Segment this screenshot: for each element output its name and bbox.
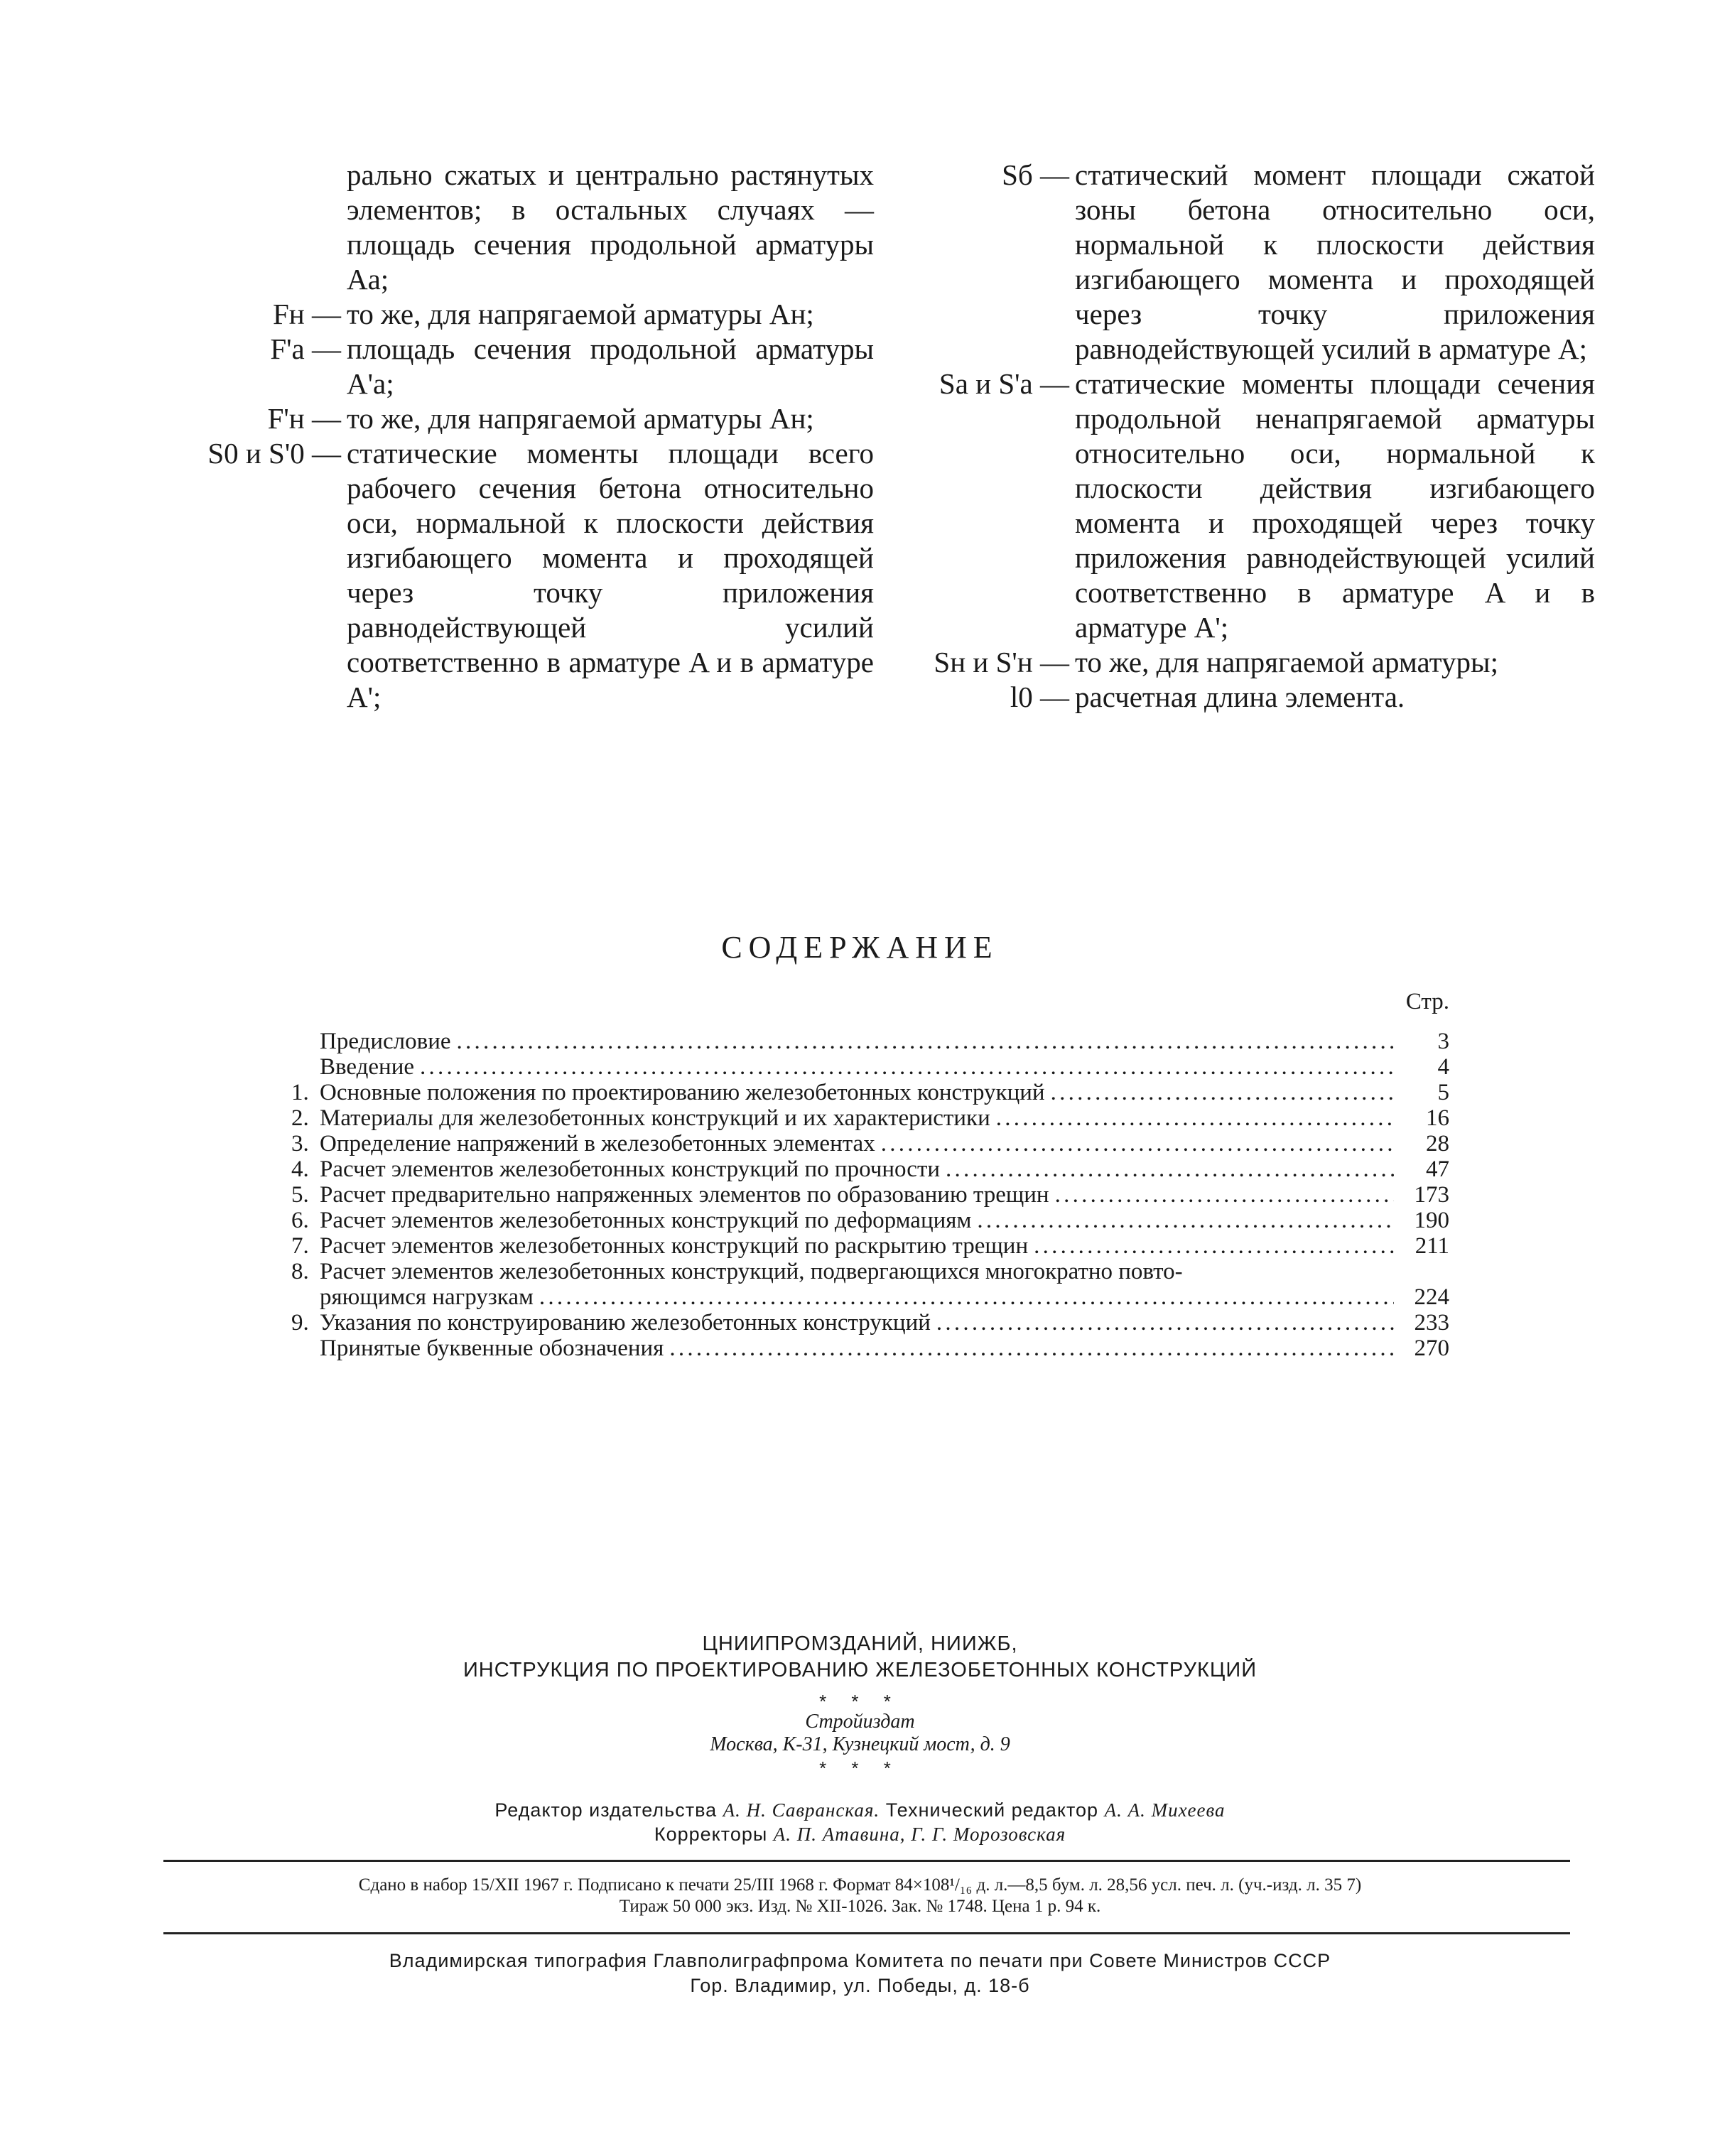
toc-leader-dots [420,1054,1394,1080]
toc-item-page: 47 [1426,1156,1449,1182]
divider [163,1932,1570,1934]
toc-leader-dots [1055,1182,1394,1208]
notation-text: статический момент площади сжатой зоны бетона относительно оси, нормальной к плоскости действия изгибающего момента и проходящей через точку приложения равнодействующей усилий в арматуре A; [1075,158,1595,365]
toc-item-page: 173 [1414,1182,1449,1208]
toc-item[interactable] [291,1029,1449,1054]
toc-item-number: 6. [291,1208,309,1233]
toc-item[interactable] [291,1336,1449,1361]
toc-leader-dots [996,1105,1394,1131]
colophon-publisher: Стройиздат [805,1711,915,1733]
notation-entry [171,332,874,401]
toc-item-page: 211 [1415,1233,1449,1259]
toc-item-number: 1. [291,1080,309,1105]
notation-text: то же, для напрягаемой арматуры Aн; [347,298,814,330]
toc-leader-dots [881,1131,1394,1156]
colophon-stars: * * * [819,1757,901,1779]
toc-item-number: 2. [291,1105,309,1131]
toc-item-label: Принятые буквенные обозначения [320,1336,664,1361]
toc-leader-dots [669,1336,1394,1361]
toc-item[interactable] [291,1182,1449,1208]
notation-entry [892,645,1595,680]
toc-item-page: 233 [1414,1310,1449,1336]
toc-item-label: Расчет элементов железобетонных конструкций по раскрытию трещин [320,1233,1029,1259]
notation-symbol: F'а — [270,332,341,365]
colophon-title: ИНСТРУКЦИЯ ПО ПРОЕКТИРОВАНИЮ ЖЕЛЕЗОБЕТОННЫХ КОНСТРУКЦИЙ [463,1659,1257,1681]
toc-item-label: Материалы для железобетонных конструкций и их характеристики [320,1105,990,1131]
notation-entry [171,297,874,332]
editor-name: А. Н. Савранская. [723,1799,880,1821]
printer-line: Владимирская типография Главполиграфпрома Комитета по печати при Совете Министров СССР [389,1950,1331,1971]
notation-right-column [892,158,1595,715]
notation-text: то же, для напрягаемой арматуры; [1075,646,1498,678]
toc-item-page: 4 [1437,1054,1449,1080]
notation-symbol: F'н — [267,402,341,435]
notation-entry [892,158,1595,367]
notation-symbol: Sн и S'н — [934,646,1069,678]
toc-item-label-line1: Расчет элементов железобетонных конструкций, подвергающихся многократно повто- [320,1259,1183,1284]
notation-text: статические моменты площади сечения продольной ненапрягаемой арматуры относительно оси, нормальной к плоскости действия изгибающего момента и проходящей через точку приложения равнодействующей усилий соответственно в арматуре A и в арматуре A'; [1075,367,1595,644]
notation-entry [892,680,1595,715]
imprint-line: Сдано в набор 15/XII 1967 г. Подписано к печати 25/III 1968 г. Формат 84×108¹/₁₆ д. л.—8,5 бум. л. 28,56 усл. печ. л. (уч.-изд. л. 35 7) [358,1875,1362,1895]
printer-line: Гор. Владимир, ул. Победы, д. 18-б [690,1975,1030,1996]
toc-item-label: Введение [320,1054,415,1080]
toc-item-label: Основные положения по проектированию железобетонных конструкций [320,1080,1045,1105]
toc-item-number: 5. [291,1182,309,1208]
toc-item-page: 16 [1426,1105,1449,1131]
toc-item[interactable] [291,1233,1449,1259]
toc-leader-dots [1051,1080,1394,1105]
toc-item-wrapped-line1[interactable] [291,1259,1449,1284]
toc-item-label: Расчет элементов железобетонных конструкций по деформациям [320,1208,972,1233]
toc-item-label: Указания по конструированию железобетонных конструкций [320,1310,931,1336]
notation-left-column [171,158,874,715]
toc-item-page: 190 [1414,1208,1449,1233]
notation-text: расчетная длина элемента. [1075,681,1405,713]
toc-list [291,1029,1449,1361]
toc-item-label: Предисловие [320,1029,451,1054]
toc-leader-dots [539,1284,1394,1310]
toc-item-number: 7. [291,1233,309,1259]
toc-item-number: 9. [291,1310,309,1336]
toc-page-header: Стр. [1405,989,1449,1014]
toc-leader-dots [936,1310,1394,1336]
toc-item[interactable] [291,1105,1449,1131]
toc-item[interactable] [291,1310,1449,1336]
toc-item-label-line2: ряющимся нагрузкам [320,1284,534,1310]
colophon-correctors [0,1824,1720,1846]
notation-symbol: Sб — [1002,158,1069,191]
notation-entry [892,367,1595,645]
notation-entry [171,436,874,715]
tech-editor-name: А. А. Михеева [1104,1799,1226,1821]
notation-symbol: S0 и S'0 — [207,437,341,470]
toc-item[interactable] [291,1131,1449,1156]
colophon-org: ЦНИИПРОМЗДАНИЙ, НИИЖБ, [702,1632,1018,1655]
notation-text: площадь сечения продольной арматуры A'а; [347,332,874,400]
toc-leader-dots [1034,1233,1394,1259]
toc-title: СОДЕРЖАНИЕ [721,930,999,965]
toc-item-label: Расчет предварительно напряженных элементов по образованию трещин [320,1182,1049,1208]
toc-item[interactable] [291,1208,1449,1233]
toc-item-page: 3 [1437,1029,1449,1054]
toc-item[interactable] [291,1080,1449,1105]
notation-text: статические моменты площади всего рабочего сечения бетона относительно оси, нормальной к плоскости действия изгибающего момента и проходящей через точку приложения равнодействующей усилий соответственно в арматуре A и в арматуре A'; [347,437,874,713]
toc-item[interactable] [291,1054,1449,1080]
toc-item-page: 28 [1426,1131,1449,1156]
colophon-stars: * * * [819,1691,901,1712]
toc-item-number: 8. [291,1259,309,1284]
notation-text: то же, для напрягаемой арматуры Aн; [347,402,814,435]
tech-editor-label: Технический редактор [885,1799,1099,1821]
toc-item-page: 224 [1414,1284,1449,1310]
correctors-names: А. П. Атавина, Г. Г. Морозовская [773,1824,1066,1845]
notation-entry [171,158,874,297]
colophon-address: Москва, К-31, Кузнецкий мост, д. 9 [710,1733,1010,1755]
colophon-editors [0,1799,1720,1821]
toc-item-number: 4. [291,1156,309,1182]
imprint-line: Тираж 50 000 экз. Изд. № XII-1026. Зак. № 1748. Цена 1 р. 94 к. [619,1897,1101,1916]
toc-item-page: 270 [1414,1336,1449,1361]
toc-leader-dots [977,1208,1394,1233]
notation-text: рально сжатых и центрально растянутых элементов; в остальных случаях — площадь сечения продольной арматуры Aа; [347,158,874,296]
toc-leader-dots [457,1029,1395,1054]
correctors-label: Корректоры [654,1824,768,1845]
notation-entry [171,401,874,436]
toc-leader-dots [946,1156,1394,1182]
editor-label: Редактор издательства [494,1799,718,1821]
toc-item-number: 3. [291,1131,309,1156]
toc-item-wrapped-line2[interactable] [291,1284,1449,1310]
toc-item-label: Расчет элементов железобетонных конструкций по прочности [320,1156,941,1182]
divider [163,1860,1570,1862]
toc-item[interactable] [291,1156,1449,1182]
notation-symbol: Fн — [273,298,341,330]
toc-item-label: Определение напряжений в железобетонных элементах [320,1131,875,1156]
notation-symbol: Sа и S'а — [939,367,1069,400]
toc-item-page: 5 [1437,1080,1449,1105]
notation-symbol: l0 — [1010,681,1069,713]
